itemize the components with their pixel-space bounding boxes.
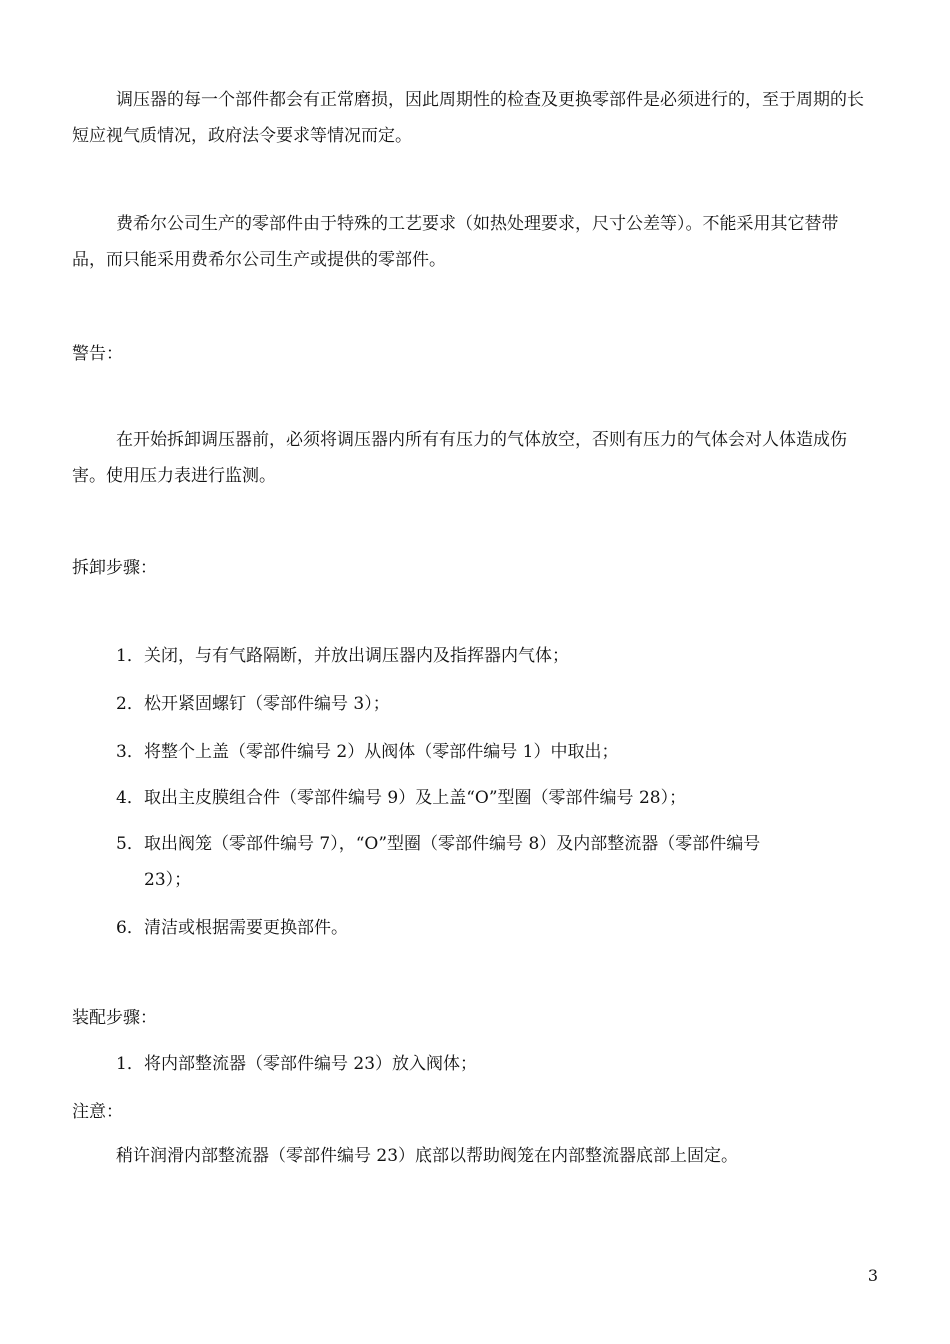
step-number: 5．	[116, 834, 144, 854]
note-heading: 注意：	[72, 1102, 123, 1122]
step-number: 4．	[116, 788, 144, 808]
assembly-step-1	[116, 1046, 866, 1082]
note-text: 稍许润滑内部整流器（零部件编号 23）底部以帮助阀笼在内部整流器底部上固定。	[116, 1146, 739, 1166]
page-number: 3	[867, 1266, 878, 1285]
warning-heading: 警告：	[72, 344, 123, 364]
warning-text: 在开始拆卸调压器前，必须将调压器内所有有压力的气体放空，否则有压力的气体会对人体造成伤害。使用压力表进行监测。	[72, 430, 847, 486]
step-text: 关闭，与有气路隔断，并放出调压器内及指挥器内气体；	[144, 646, 569, 666]
disassembly-step-2	[116, 686, 866, 722]
disassembly-step-4	[116, 780, 866, 816]
assembly-heading: 装配步骤：	[72, 1008, 157, 1028]
step-number: 1．	[116, 646, 144, 666]
disassembly-step-1	[116, 638, 866, 674]
step-number: 3．	[116, 742, 144, 762]
disassembly-heading: 拆卸步骤：	[72, 558, 157, 578]
step-text-continued: 23）；	[144, 870, 192, 890]
step-text: 将整个上盖（零部件编号 2）从阀体（零部件编号 1）中取出；	[144, 742, 619, 762]
disassembly-step-3	[116, 734, 866, 770]
step-text: 将内部整流器（零部件编号 23）放入阀体；	[144, 1054, 478, 1074]
step-number: 1．	[116, 1054, 144, 1074]
intro-paragraph-1: 调压器的每一个部件都会有正常磨损，因此周期性的检查及更换零部件是必须进行的，至于周期的长短应视气质情况，政府法令要求等情况而定。	[72, 90, 864, 146]
note-text-block	[116, 1138, 866, 1174]
disassembly-step-6	[116, 910, 866, 946]
step-text: 松开紧固螺钉（零部件编号 3）；	[144, 694, 390, 714]
step-text: 取出主皮膜组合件（零部件编号 9）及上盖“O”型圈（零部件编号 28）；	[144, 788, 687, 808]
step-number: 6．	[116, 918, 144, 938]
disassembly-step-5	[116, 826, 866, 898]
step-text: 取出阀笼（零部件编号 7），“O”型圈（零部件编号 8）及内部整流器（零部件编号	[144, 834, 761, 854]
step-number: 2．	[116, 694, 144, 714]
intro-paragraph-2: 费希尔公司生产的零部件由于特殊的工艺要求（如热处理要求，尺寸公差等）。不能采用其它替带品，而只能采用费希尔公司生产或提供的零部件。	[72, 214, 839, 270]
step-text: 清洁或根据需要更换部件。	[144, 918, 348, 938]
